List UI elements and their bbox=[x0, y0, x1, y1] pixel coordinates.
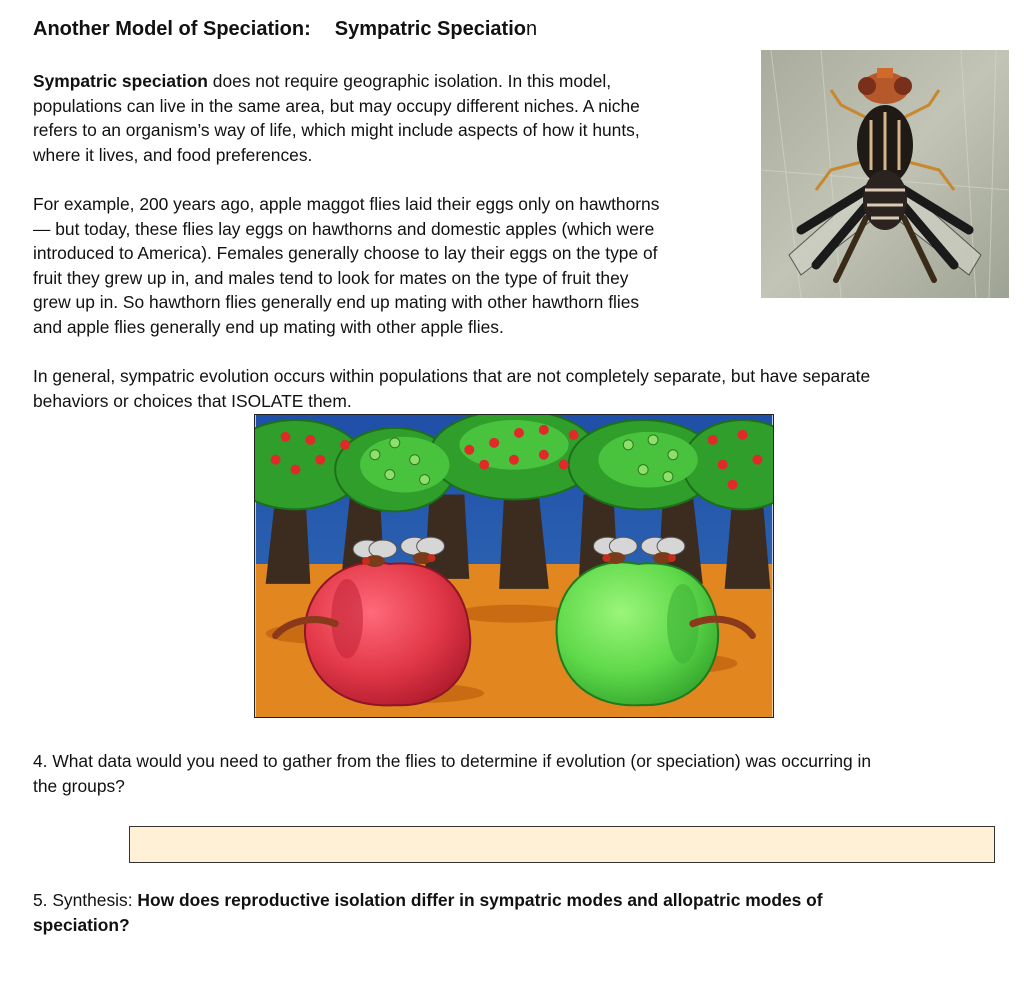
paragraph-general bbox=[33, 364, 1003, 413]
text-line: the groups? bbox=[33, 775, 125, 796]
question-5-prefix: 5. Synthesis: bbox=[33, 890, 138, 910]
paragraph-example bbox=[33, 192, 753, 339]
title-sub: Sympatric Speciatio bbox=[334, 18, 526, 40]
title-sub-end: n bbox=[525, 18, 538, 40]
text-line: In general, sympatric evolution occurs within populations that are not completely separate, but have separate bbox=[33, 366, 871, 386]
text-line: 4. What data would you need to gather from the flies to determine if evolution (or speciation) was occurring in bbox=[33, 751, 872, 771]
question-4 bbox=[33, 749, 1003, 798]
text-line: grew up in. So hawthorn flies generally end up mating with other hawthorn flies bbox=[33, 292, 640, 312]
title-main: Another Model of Speciation: bbox=[33, 18, 311, 40]
text-line: introduced to America). Females generally choose to lay their eggs on the type of bbox=[33, 243, 658, 263]
text-line: and apple flies generally end up mating with other apple flies. bbox=[33, 316, 504, 337]
text-line: refers to an organism’s way of life, which might include aspects of how it hunts, bbox=[33, 120, 640, 140]
text-line: — but today, these flies lay eggs on hawthorns and domestic apples (which were bbox=[33, 218, 655, 239]
text-line: fruit they grew up in, and males tend to look for mates on the type of fruit they bbox=[33, 267, 629, 288]
text-line: behaviors or choices that ISOLATE them. bbox=[33, 390, 352, 411]
question-5-bold: speciation? bbox=[33, 914, 130, 935]
text-line: where it lives, and food preferences. bbox=[33, 144, 313, 165]
question-5 bbox=[33, 888, 1003, 937]
page-title bbox=[33, 18, 537, 41]
paragraph-sympatric-definition bbox=[33, 69, 753, 167]
text-line: populations can live in the same area, but may occupy different niches. A niche bbox=[33, 95, 640, 116]
term-sympatric-speciation: Sympatric speciation bbox=[33, 71, 208, 91]
answer-input-question-4[interactable] bbox=[129, 826, 995, 863]
text-line: For example, 200 years ago, apple maggot flies laid their eggs only on hawthorns bbox=[33, 194, 660, 214]
question-5-bold: How does reproductive isolation differ in sympatric modes and allopatric modes of bbox=[137, 890, 823, 910]
red-and-green-apple-with-flies-illustration-icon bbox=[254, 414, 774, 718]
text-line: does not require geographic isolation. In this model, bbox=[207, 71, 612, 91]
apple-maggot-fly-photo-icon bbox=[761, 50, 1009, 298]
